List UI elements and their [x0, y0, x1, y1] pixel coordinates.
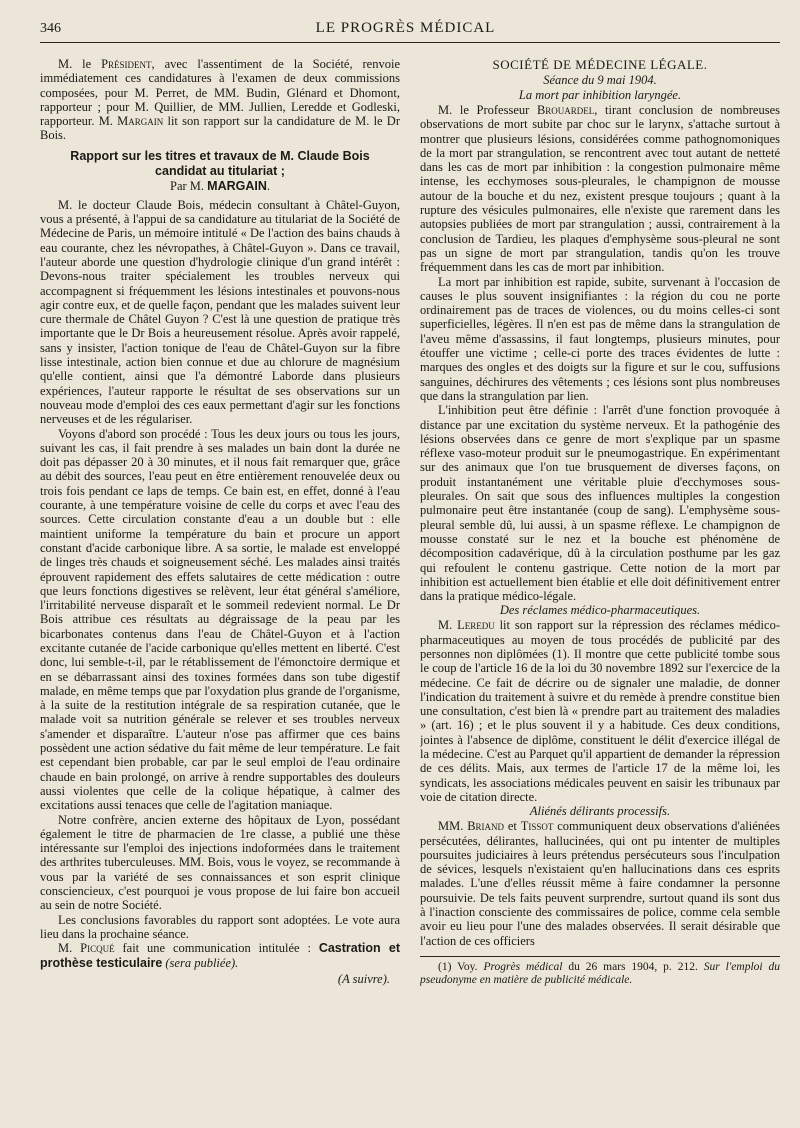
- page-number: 346: [40, 21, 61, 36]
- briand-name: Briand: [467, 819, 505, 834]
- picque-name: Picqué: [80, 941, 115, 956]
- tissot-name: Tissot: [520, 819, 554, 834]
- footnote: (1) Voy. Progrès médical du 26 mars 1904, p. 212. Sur l'emploi du pseudonyme en matière de publicité médicale.: [420, 960, 780, 986]
- right-column: [420, 57, 780, 1117]
- subhead-inhibition: La mort par inhibition laryngée.: [518, 88, 682, 102]
- inhibition-paragraph-3: L'inhibition peut être définie : l'arrêt d'une fonction provoquée à distance par une excitation du système nerveux. Et la pathogénie des lésions observées dans ce genre de mort s'explique par un spasme réflexe vaso-moteur produit sur le pneumogastrique. En expérimentant sur des animaux que l'on tue brusquement de diverses façons, on produit instantanément une véritable pluie d'ecchymoses sous-pleurales. On sait que sous des influences multiples la congestion pulmonaire peut être instantanée (coup de sang). L'emphysème sous-pleural semble dû, lui aussi, à un spasme réflexe. Le champignon de mousse constaté sur le nez et la bouche est phénomène de décomposition cadavérique, dû à la circulation posthume par les gaz qui refoulent le contenu gastrique. Cette notion de la mort par inhibition est actuellement bien établie et elle doit définitivement entrer dans la pratique médico-légale.: [420, 403, 780, 604]
- communication-paragraph: M. Picqué fait une communication intitulée : Castration et prothèse testiculaire (sera publiée).: [40, 941, 400, 970]
- brouardel-paragraph: M. le Professeur Brouardel, tirant conclusion de nombreuses observations de mort subite par choc sur le larynx, s'attache surtout à montrer que plusieurs lésions, considérées comme pathognomoniques de la mort par strangulation, se rencontrent avec tout autant de netteté dans les cas de mort par inhibition : la congestion pulmonaire même intense, les ecchymoses sous-pleurales, le champignon de mousse autour de la bouche et du nez, existent presque toujours ; quant à la rupture des vésicules pulmonaires, elle n'existe que rarement dans les autopsies publiées de mort par strangulation ; aussi, contrairement à la conclusion de Tardieu, les plaques d'emphysème sous-pleural ne sont pas un signe de mort par strangulation, tandis qu'on les trouve fréquemment dans les cas de mort par inhibition.: [420, 103, 780, 275]
- leredu-paragraph: M. Leredu lit son rapport sur la répression des réclames médico-pharmaceutiques au moyen de tous procédés de publicité par des personnes non diplômées (1). Il montre que cette publicité tombe sous le coup de l'article 16 de la loi du 30 novembre 1892 sur l'exercice de la médecine. Ce fait de décrire ou de signaler une maladie, de donner l'indication du traitement à suivre et du remède à prendre constitue bien une consultation, c'est bien là « prendre part au traitement des maladies » (art. 16) ; et le plus souvent il y a habitude. Ces deux conditions, jointes à l'absence de diplôme, constituent le délit d'exercice illégal de la médecine. C'est au Parquet qu'il appartient de demander la répression de ces délits. Mais, aux termes de l'article 17 de la même loi, les syndicats, les associations médicales peuvent en saisir les tribunaux par voie de citation directe.: [420, 618, 780, 804]
- conclusions-paragraph: Les conclusions favorables du rapport sont adoptées. Le vote aura lieu dans la prochaine séance.: [40, 912, 400, 941]
- president-name: Président: [101, 57, 152, 71]
- journal-title: LE PROGRÈS MÉDICAL: [315, 20, 496, 36]
- margain-name: Margain: [117, 114, 164, 129]
- left-column: [40, 57, 400, 1117]
- intro-paragraph: M. le Président, avec l'assentiment de la Société, renvoie immédiatement ces candidatures à l'examen de deux commissions composées, pour M. Perret, de MM. Budin, Glénard et Dhomont, rapporteur ; pour M. Quillier, de MM. Jullien, Leredde et Godleski, rapporteur. M. Margain lit son rapport sur la candidature de M. le Dr Bois.: [40, 57, 400, 143]
- brouardel-name: Brouardel: [536, 103, 595, 117]
- report-paragraph-2: Voyons d'abord son procédé : Tous les deux jours ou tous les jours, suivant les cas, il fait prendre à ses malades un bain dont la durée ne doit pas dépasser 20 à 30 minutes, et il nous fait remarquer que, grâce au débit des sources, l'eau peut en être entièrement renouvelée deux ou trois fois pendant ce laps de temps. Ce bain est, en effet, donné à l'eau courante, à une température voisine de celle du corps et avec l'eau des sources. Cette circulation constante d'eau a un double but : elle maintient uniforme la température du bain et procure un apport constant d'acide carbonique libre. A sa sortie, le malade est enveloppé de linges très chauds et soigneusement séché. Les malades ainsi traités éprouvent rapidement des effets salutaires de cette médication : outre que leurs fonctions digestives se relèvent, leur état général s'améliore, l'irritabilité nerveuse disparaît et le sommeil redevient normal. Le Dr Bois attribue ces résultats au dégraissage de la peau par les bicarbonates contenus dans l'eau de Châtel-Guyon et à l'action excitante cutanée de l'acide carbonique qu'elles mettent en liberté. C'est donc, lui semble-t-il, par le rétablissement de l'émonctoire dermique et en se débarrassant ainsi des toxines formées dans son tube digestif malade, en même temps que par l'oxydation plus grande de l'organisme, à la suite de la restitution intégrale de sa respiration cutanée, que le malade voit sa nutrition générale se relever et ses troubles nerveux s'amender et disparaître. L'auteur n'ose pas affirmer que ces bains possèdent une action sédative du fait même de leur température. Le fait est cependant bien probable, car par le seul emploi de l'eau ordinaire chaude en bain prolongé, on arrive à rendre supportables des douleurs aussi violentes que celle de la colique hépatique, à calmer des excitations aussi tenaces que celle de l'agitation maniaque.: [40, 426, 400, 813]
- subhead-alienes: Aliénés délirants processifs.: [529, 804, 671, 819]
- report-title: [40, 149, 400, 179]
- report-author-name: MARGAIN: [207, 178, 267, 193]
- columns: [40, 57, 780, 1117]
- report-paragraph-1: M. le docteur Claude Bois, médecin consultant à Châtel-Guyon, vous a présenté, à l'appui de sa candidature au titulariat de la Société de Médecine de Paris, un mémoire intitulé « De l'action des bains chauds à eau courante, chez les névropathes, à Châtel-Guyon ». Dans ce travail, l'auteur aborde une question d'hydrologie clinique d'un grand intérêt : Devons-nous traiter spécialement les troubles nerveux qui accompagnent si fréquemment les lésions intestinales et pouvons-nous agir contre eux, et de quelle façon, pendant que les malades suivent leur cure thermale de Châtel Guyon ? C'est là une question de pratique très importante que le Dr Bois a heureusement résolue. Après avoir rappelé, sans y insister, l'action tonique de l'eau de Châtel-Guyon sur la fibre lisse intestinale, action bien connue et due au chlorure de magnésium qu'elle contient, ainsi que l'a démontré Laborde dans plusieurs expériences, l'auteur rapporte le résultat de ses observations sur un nouveau mode d'emploi des ces eaux permettant d'agir sur les fonctions nerveuses et de les régulariser.: [40, 197, 400, 427]
- report-title-line-2: candidat au titulariat ;: [155, 163, 285, 178]
- report-paragraph-3: Notre confrère, ancien externe des hôpitaux de Lyon, possédant également le titre de pharmacien de 1re classe, a publié une thèse intéressante sur l'emploi des injections indoformées dans le traitement des arthrites tuberculeuses. MM. Bois, vous le voyez, se recommande à vous par la variété de ses connaissances et son esprit clinique consciencieux, c'est pourquoi je vous propose de lui faire bon accueil au sein de notre Société.: [40, 812, 400, 913]
- subhead-reclames: Des réclames médico-pharmaceutiques.: [499, 603, 701, 618]
- report-title-line-1: Rapport sur les titres et travaux de M. Claude Bois: [70, 148, 370, 163]
- to-follow: (A suivre).: [337, 971, 390, 986]
- communication-title: Castration et prothèse testiculaire: [40, 941, 400, 970]
- briand-tissot-paragraph: MM. Briand et Tissot communiquent deux observations d'aliénées persécutées, délirantes, hallucinées, qui ont pu intenter de multiples poursuites judiciaires à leurs prétendus persécuteurs sous l'inculpation de sévices, lesquels n'existaient qu'en hallucinations dans ces esprits malades. L'une d'elles réussit même à faire condamner la personne poursuivie. De tels faits peuvent surprendre, surtout quand ils sont dus à l'inaction consciente des commissaires de police, comme cela semble avoir eu lieu pour l'une des malades observées. Il serait désirable que l'action de ces officiers: [420, 819, 780, 948]
- session-date: Séance du 9 mai 1904.: [543, 73, 657, 87]
- footnote-rule: [420, 956, 780, 957]
- section-title: SOCIÉTÉ DE MÉDECINE LÉGALE.: [492, 57, 708, 72]
- report-author: Par M. MARGAIN.: [170, 178, 270, 193]
- inhibition-paragraph-2: La mort par inhibition est rapide, subite, survenant à l'occasion de causes le plus souvent insignifiantes : la région du cou ne porte ordinairement pas de traces de violences, ou du moins celles-ci sont superficielles, légères. Il n'en est pas de même dans la strangulation de l'aveu même d'assassins, il faut longtemps, plusieurs minutes, pour étouffer une victime ; celle-ci porte des traces évidentes de lutte : marques des ongles et des doigts sur la figure et sur le cou, suffusions sanguines, déchirures des vêtements ; ces lésions sont plus nombreuses que dans la strangulation par lien.: [420, 274, 780, 403]
- leredu-name: Leredu: [457, 618, 495, 633]
- running-head: [40, 20, 780, 43]
